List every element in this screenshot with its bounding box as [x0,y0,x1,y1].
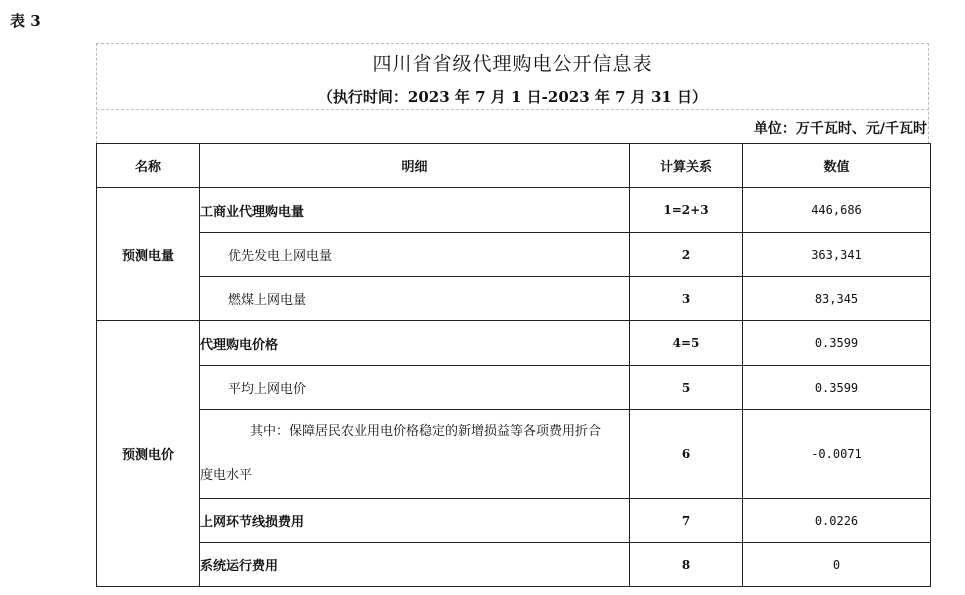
table-row [97,499,931,543]
relation-cell: 6 [630,410,743,499]
execution-period: （执行时间：2023 年 7 月 1 日-2023 年 7 月 31 日） [317,88,708,106]
header-row [97,144,931,188]
header-detail: 明细 [200,144,630,188]
table-row [97,188,931,233]
detail-cell: 系统运行费用 [200,543,630,587]
detail-cell: 代理购电价格 [200,321,630,366]
value-cell: 446,686 [743,188,931,233]
table-row [97,366,931,410]
value-cell: 0 [743,543,931,587]
detail-cell: 平均上网电价 [200,366,630,410]
detail-cell: 优先发电上网电量 [200,233,630,277]
relation-cell: 2 [630,233,743,277]
table-row [97,543,931,587]
document-title: 四川省省级代理购电公开信息表 [372,53,653,75]
dashed-divider [96,109,929,110]
relation-cell: 5 [630,366,743,410]
detail-cell: 工商业代理购电量 [200,188,630,233]
relation-cell: 3 [630,277,743,321]
value-cell: 0.3599 [743,321,931,366]
table-row [97,277,931,321]
header-name: 名称 [97,144,200,188]
table-row [97,410,931,499]
detail-cell [200,410,630,499]
relation-cell: 7 [630,499,743,543]
info-table [96,143,931,587]
unit-label: 单位：万千瓦时、元/千瓦时 [753,121,927,137]
detail-line-1: 其中：保障居民农业用电价格稳定的新增损益等各项费用折合 [250,424,602,439]
header-value: 数值 [743,144,931,188]
relation-cell: 8 [630,543,743,587]
table-row [97,233,931,277]
table-row [97,321,931,366]
value-cell: 0.0226 [743,499,931,543]
relation-cell: 4=5 [630,321,743,366]
table-number-label: 表 3 [10,12,41,30]
detail-cell: 上网环节线损费用 [200,499,630,543]
detail-line-2: 度电水平 [200,468,253,483]
detail-cell: 燃煤上网电量 [200,277,630,321]
value-cell: -0.0071 [743,410,931,499]
header-relation: 计算关系 [630,144,743,188]
group-name-forecast-price: 预测电价 [97,321,200,587]
value-cell: 0.3599 [743,366,931,410]
value-cell: 363,341 [743,233,931,277]
relation-cell: 1=2+3 [630,188,743,233]
group-name-forecast-volume: 预测电量 [97,188,200,321]
value-cell: 83,345 [743,277,931,321]
